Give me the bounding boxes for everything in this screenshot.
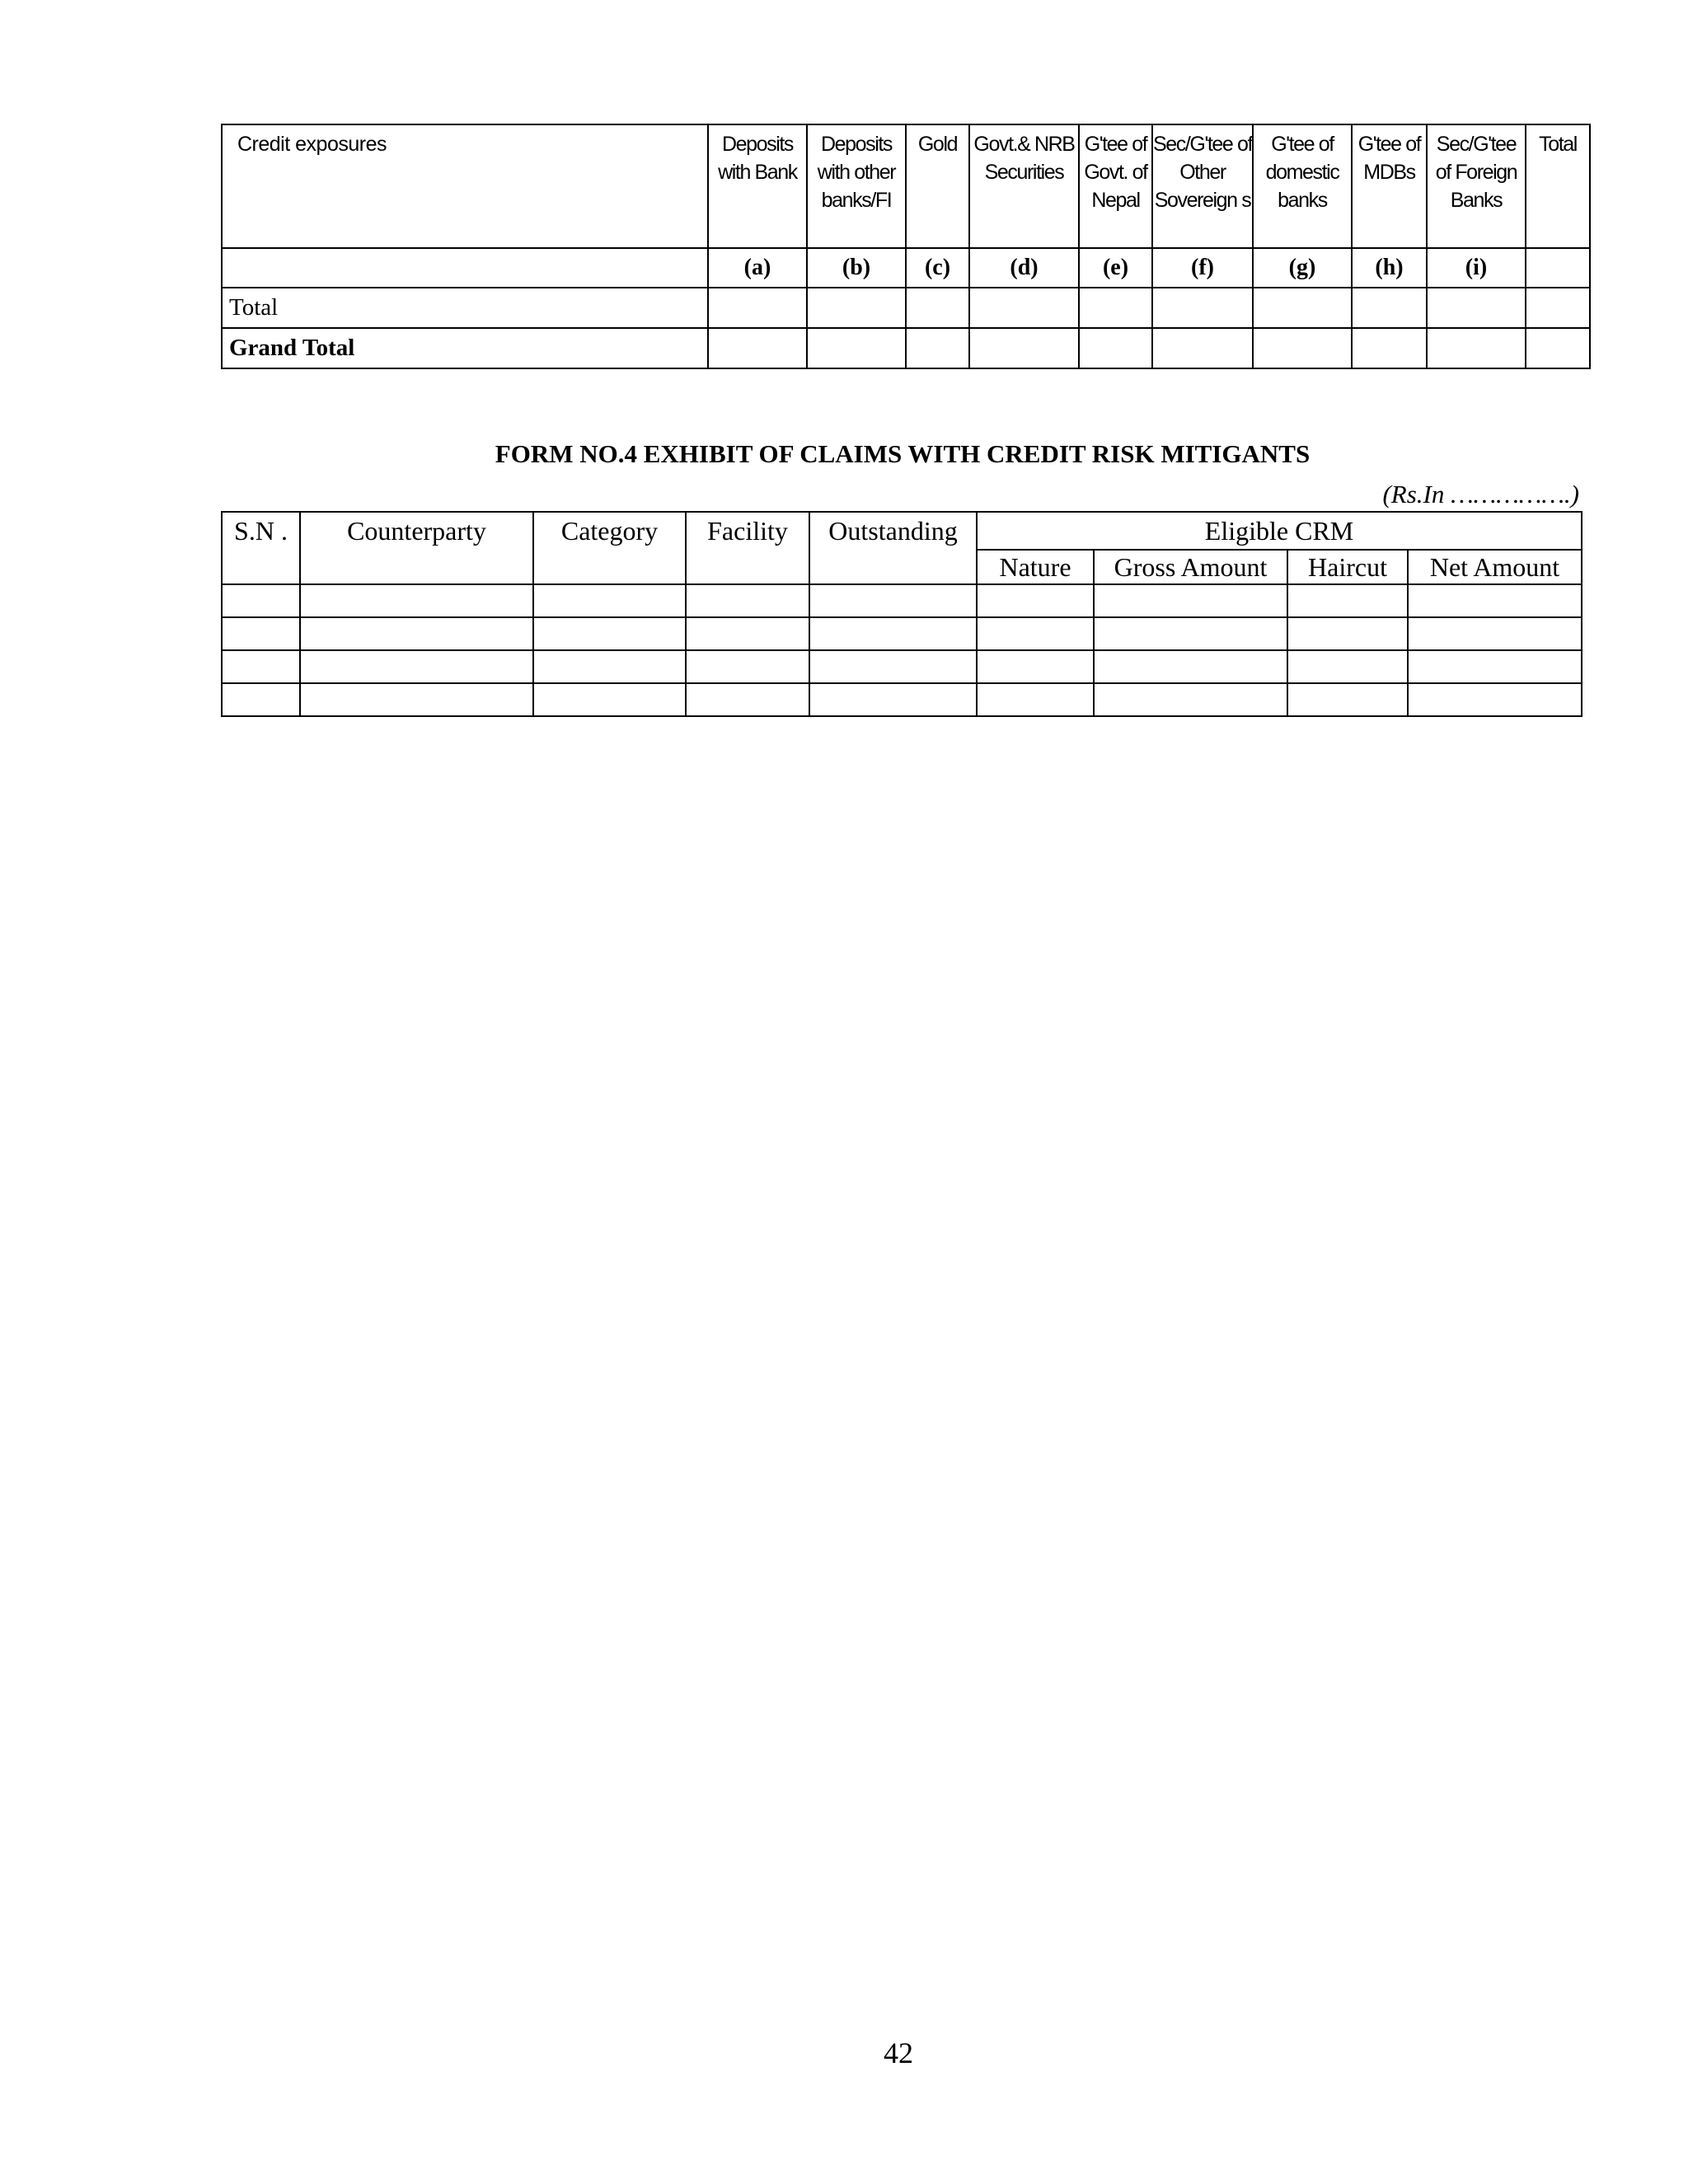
- credit-exposures-header: Credit exposures: [222, 124, 708, 248]
- page-number: 42: [884, 2036, 913, 2069]
- row-label-grand-total: Grand Total: [222, 328, 708, 368]
- code-g: (g): [1253, 248, 1352, 288]
- code-cell-empty: [222, 248, 708, 288]
- header-category: Category: [533, 512, 686, 584]
- code-c: (c): [906, 248, 969, 288]
- col-deposits-with-bank: Deposits with Bank: [708, 124, 807, 248]
- header-nature: Nature: [977, 550, 1094, 584]
- table-row-total: [222, 288, 1590, 328]
- code-f: (f): [1152, 248, 1253, 288]
- col-govt-nrb-securities: Govt.& NRB Securities: [969, 124, 1079, 248]
- code-total: [1526, 248, 1590, 288]
- header-facility: Facility: [686, 512, 809, 584]
- header-haircut: Haircut: [1287, 550, 1408, 584]
- col-sec-gtee-other-sovereigns: Sec/G'tee of Other Sovereign s: [1152, 124, 1253, 248]
- header-counterparty: Counterparty: [300, 512, 533, 584]
- code-i: (i): [1427, 248, 1526, 288]
- crm-claims-table: [221, 511, 1582, 717]
- header-sn: S.N .: [222, 512, 300, 584]
- col-deposits-other-banks: Deposits with other banks/FI: [807, 124, 906, 248]
- form-title: FORM NO.4 EXHIBIT OF CLAIMS WITH CREDIT RISK MITIGANTS: [495, 439, 1311, 468]
- table-row: [222, 617, 1582, 650]
- header-net-amount: Net Amount: [1408, 550, 1582, 584]
- code-d: (d): [969, 248, 1079, 288]
- col-gtee-mdbs: G'tee of MDBs: [1352, 124, 1427, 248]
- table-row: [222, 584, 1582, 617]
- table-row-grand-total: [222, 328, 1590, 368]
- col-sec-gtee-foreign-banks: Sec/G'tee of Foreign Banks: [1427, 124, 1526, 248]
- unit-note: (Rs.In …………….): [1382, 480, 1579, 509]
- code-h: (h): [1352, 248, 1427, 288]
- col-gold: Gold: [906, 124, 969, 248]
- header-outstanding: Outstanding: [809, 512, 977, 584]
- row-label-total: Total: [222, 288, 708, 328]
- col-gtee-govt-nepal: G'tee of Govt. of Nepal: [1079, 124, 1152, 248]
- col-total: Total: [1526, 124, 1590, 248]
- header-eligible-crm: Eligible CRM: [977, 512, 1582, 550]
- table-row: [222, 650, 1582, 683]
- code-e: (e): [1079, 248, 1152, 288]
- code-b: (b): [807, 248, 906, 288]
- col-gtee-domestic-banks: G'tee of domestic banks: [1253, 124, 1352, 248]
- header-gross-amount: Gross Amount: [1094, 550, 1287, 584]
- credit-exposures-table: [221, 124, 1591, 369]
- table-row: [222, 683, 1582, 716]
- code-a: (a): [708, 248, 807, 288]
